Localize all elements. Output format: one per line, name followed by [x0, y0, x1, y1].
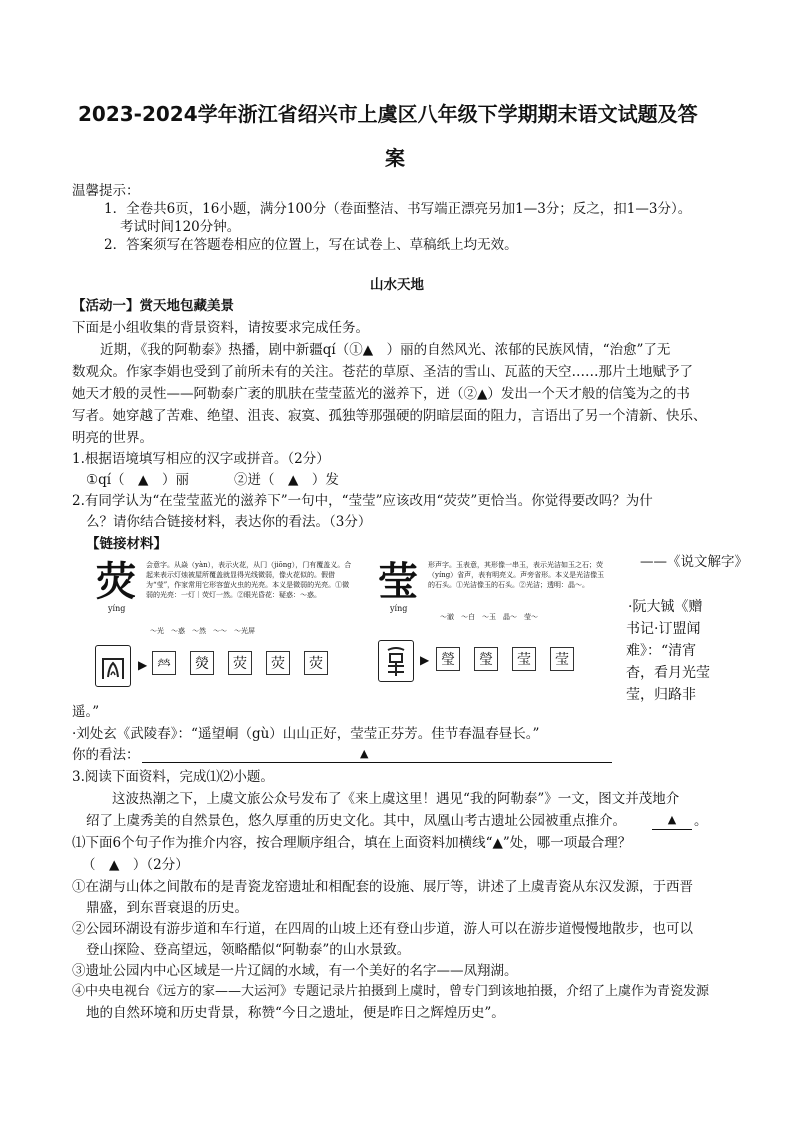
- option-4-line2: 地的自然环境和历史背景，称赞“今日之遗址，便是昨日之辉煌历史”。: [86, 1005, 505, 1021]
- char2-evolution-1: 瑩: [436, 647, 460, 671]
- char1-description: 会意字。从焱（yàn），表示火花，从冂（jiōng），门有覆盖义。合起来表示灯烛被屋所覆盖就显得光线微弱，像火花似的。假借为“莹”，作家常用它形容萤火虫的光亮。本义是微弱的光亮。①微弱的光亮：一灯｜荧灯一然。②眼光昏花：疑惑：～惑。: [146, 561, 352, 599]
- char1-evolution-2: 熒: [190, 651, 214, 675]
- evolution-arrow-icon: ▶: [138, 658, 148, 672]
- option-2-line2: 登山探险、登高望远，领略酷似“阿勒泰”的山水景致。: [86, 942, 411, 958]
- evolution-arrow-icon-2: ▶: [420, 653, 430, 667]
- char2-evolution-3: 莹: [512, 647, 536, 671]
- option-1-line1: ①在湖与山体之间散布的是青瓷龙窑遗址和相配套的设施、展厅等，讲述了上虞青瓷从东汉发源，于西晋: [72, 879, 693, 895]
- char2-description: 形声字。玉表意，其形像一串玉，表示光洁如玉之石；荧（yíng）省声，表有明亮义。声旁省形。本义是光洁像玉的石头。①光洁像玉的石头。②光洁；透明：晶～。: [428, 561, 605, 589]
- notice-heading: 温馨提示：: [72, 183, 140, 199]
- q3-para-line2: 绍了上虞秀美的自然景色，悠久厚重的历史文化。其中，凤凰山考古遗址公园被重点推介。: [86, 813, 626, 829]
- quote2-line5: 莹，归路非: [626, 687, 696, 703]
- q1-blank-a[interactable]: ①qí（ ▲ ）丽: [86, 472, 189, 488]
- activity1-intro: 下面是小组收集的背景资料，请按要求完成任务。: [72, 320, 369, 336]
- q2-stem-line1: 2.有同学认为“在莹莹蓝光的滋养下”一句中，“莹莹”应该改用“荧荧”更恰当。你觉得要改吗？为什: [72, 493, 653, 509]
- answer-label: 你的看法：: [72, 747, 140, 763]
- answer-mark: ▲: [360, 747, 369, 760]
- q3-period: 。: [694, 813, 708, 829]
- char2-evolution-4: 莹: [550, 647, 574, 671]
- notice-item1: 1．全卷共6页，16小题，满分100分（卷面整洁、书写端正漂亮另加1—3分；反之，扣1—3分）。: [104, 201, 692, 217]
- option-1-line2: 鼎盛，到东晋衰退的历史。: [86, 900, 248, 916]
- section-title: 山水天地: [370, 277, 424, 293]
- notice-item2: 2．答案须写在答题卷相应的位置上，写在试卷上、草稿纸上均无效。: [104, 237, 518, 253]
- activity1-heading: 【活动一】赏天地包藏美景: [72, 298, 234, 314]
- q3-blank[interactable]: ▲: [652, 811, 692, 830]
- quote2-line3: 难》：“清宵: [626, 643, 697, 659]
- activity1-para-line1: 近期，《我的阿勒泰》热播，剧中新疆qí（①▲ ）丽的自然风光、浓郁的民族风情，“治愈”了无: [100, 342, 671, 358]
- quote2-line4: 杳，看月光莹: [626, 665, 710, 681]
- link-material-heading: 【链接材料】: [86, 536, 167, 552]
- q3-para-line1: 这波热潮之下，上虞文旅公众号发布了《来上虞这里！遇见“我的阿勒泰”》一文，图文并茂地介: [112, 791, 680, 807]
- q3-sub1-blank[interactable]: （ ▲ ）（2分）: [82, 857, 189, 873]
- char1-evolution-4: 荧: [266, 651, 290, 675]
- char2-glyph: 莹: [378, 558, 418, 605]
- option-3: ③遗址公园内中心区域是一片辽阔的水域，有一个美好的名字——凤翔湖。: [72, 963, 518, 979]
- quote1-source: ——《说文解字》: [640, 554, 748, 570]
- char2-word-list: ～澈 ～白 ～玉 晶～ 莹～: [440, 613, 538, 621]
- quote2-line1: ·阮大铖《赠: [628, 599, 703, 615]
- activity1-para-line5: 明亮的世界。: [72, 430, 153, 446]
- option-4-line1: ④中央电视台《远方的家——大运河》专题记录片拍摄到上虞时，曾专门到该地拍摄，介绍了上虞作为青瓷发源: [72, 984, 710, 999]
- q1-stem: 1.根据语境填写相应的汉字或拼音。（2分）: [72, 451, 330, 467]
- quote3: ·刘处玄《武陵春》：“遥望峒（gù）山山正好，莹莹正芬芳。佳节春温春昼长。”: [72, 726, 540, 742]
- page-title-line2: 案: [385, 146, 405, 170]
- activity1-para-line4: 写者。她穿越了苦难、绝望、沮丧、寂寞、孤独等那强硬的阴暗层面的阻力，言语出了另一个清新、快乐、: [72, 408, 707, 424]
- page-title-line1: 2023-2024学年浙江省绍兴市上虞区八年级下学期期末语文试题及答: [78, 102, 698, 126]
- quote2-line6: 遥。”: [72, 704, 100, 720]
- char1-glyph: 荧: [96, 558, 136, 605]
- answer-line[interactable]: [142, 762, 612, 763]
- notice-item1-cont: 考试时间120分钟。: [120, 219, 241, 235]
- q1-blank-b[interactable]: ②迸（ ▲ ）发: [234, 472, 339, 488]
- char2-evolution-2: 瑩: [474, 647, 498, 671]
- quote2-line2: 书记·订盟闻: [626, 621, 701, 637]
- char1-oracle-icon: [95, 645, 131, 687]
- activity1-para-line2: 数观众。作家李娟也受到了前所未有的关注。苍茫的草原、圣洁的雪山、瓦蓝的天空……那片土地赋予了: [72, 364, 693, 380]
- char2-oracle-icon: [378, 640, 414, 682]
- char1-word-list: ～光 ～惑 ～然 ～～ ～光屏: [150, 627, 255, 635]
- char1-evolution-3: 荧: [228, 651, 252, 675]
- char1-evolution-5: 荧: [304, 651, 328, 675]
- char1-pinyin: yíng: [108, 604, 126, 613]
- char2-pinyin: yíng: [390, 604, 408, 613]
- activity1-para-line3: 她天才般的灵性——阿勒泰广袤的肌肤在莹莹蓝光的滋养下，迸（②▲）发出一个天才般的信笺为之的书: [72, 386, 690, 402]
- q3-sub1: ⑴下面6个句子作为推介内容，按合理顺序组合，填在上面资料加横线“▲”处，哪一项最合理？: [72, 835, 632, 851]
- q3-stem: 3.阅读下面资料，完成⑴⑵小题。: [72, 769, 274, 785]
- char1-evolution-1: 𤇾: [152, 651, 176, 675]
- q2-stem-line2: 么？请你结合链接材料，表达你的看法。（3分）: [86, 514, 372, 530]
- option-2-line1: ②公园环湖设有游步道和车行道，在四周的山坡上还有登山步道，游人可以在游步道慢慢地散步，也可以: [72, 921, 693, 937]
